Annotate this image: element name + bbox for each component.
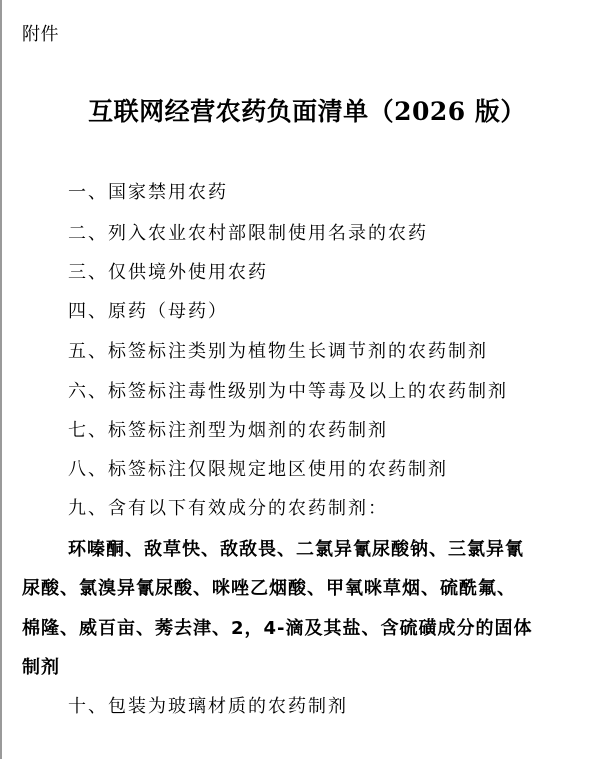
ingredients-line-4: 制剂	[22, 657, 60, 678]
list-item-7: 七、标签标注剂型为烟剂的农药制剂	[68, 420, 388, 441]
attachment-label: 附件	[22, 24, 59, 45]
list-item-2: 二、列入农业农村部限制使用名录的农药	[68, 223, 428, 244]
list-item-10: 十、包装为玻璃材质的农药制剂	[68, 696, 348, 717]
list-item-5: 五、标签标注类别为植物生长调节剂的农药制剂	[68, 341, 488, 362]
list-item-4: 四、原药（母药）	[68, 301, 228, 322]
ingredients-line-1: 环嗪酮、敌草快、敌敌畏、二氯异氰尿酸钠、三氯异氰	[68, 539, 524, 560]
list-item-8: 八、标签标注仅限规定地区使用的农药制剂	[68, 459, 448, 480]
list-item-6: 六、标签标注毒性级别为中等毒及以上的农药制剂	[68, 381, 508, 402]
document-title: 互联网经营农药负面清单（2026 版）	[88, 97, 526, 126]
ingredients-line-3: 棉隆、威百亩、莠去津、2，4-滴及其盐、含硫磺成分的固体	[22, 618, 533, 639]
list-item-1: 一、国家禁用农药	[68, 182, 228, 203]
list-item-3: 三、仅供境外使用农药	[68, 262, 268, 283]
ingredients-line-2: 尿酸、氯溴异氰尿酸、咪唑乙烟酸、甲氧咪草烟、硫酰氟、	[22, 578, 516, 599]
list-item-9: 九、含有以下有效成分的农药制剂：	[68, 498, 388, 519]
